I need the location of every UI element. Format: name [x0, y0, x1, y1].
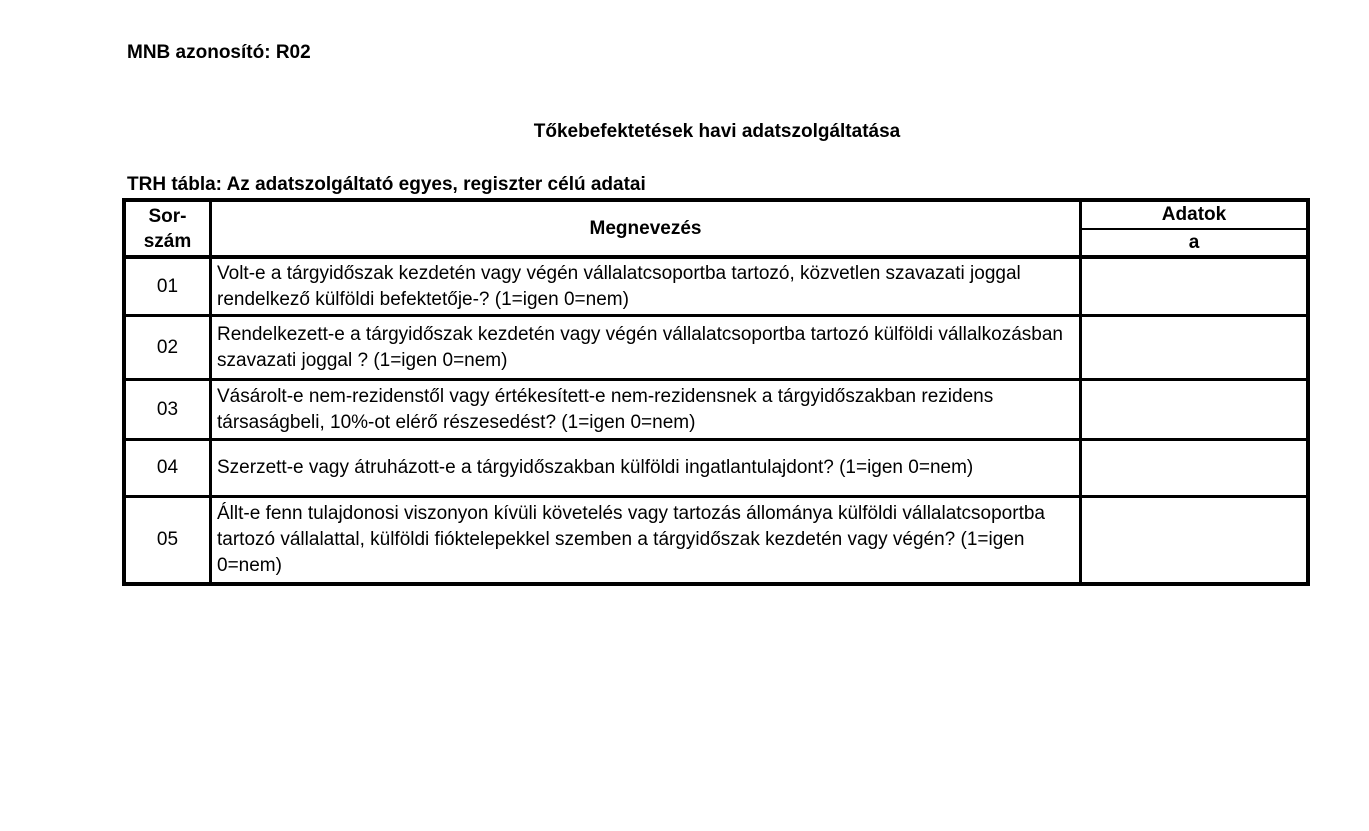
row-number: 03: [156, 398, 179, 420]
data-value-cell[interactable]: [1082, 381, 1306, 438]
row-number: 01: [156, 275, 179, 297]
row-description: Állt-e fenn tulajdonosi viszonyon kívüli követelés vagy tartozás állománya külföldi vállalatcsoportba tartozó vállalattal, külföldi fióktelepekkel szemben a tárgyidőszak kezdetén vagy végén? (1=igen 0=nem): [217, 503, 1045, 576]
data-value-cell[interactable]: [1082, 498, 1306, 582]
row-description: Vásárolt-e nem-rezidenstől vagy értékesített-e nem-rezidensnek a tárgyidőszakban rezidens társaságbeli, 10%-ot elérő részesedést? (1=igen 0=nem): [217, 385, 994, 433]
column-header-sorszam: Sor- szám: [143, 205, 192, 252]
column-header-adatok: Adatok: [1161, 204, 1227, 225]
data-value-cell[interactable]: [1082, 259, 1306, 314]
row-description: Volt-e a tárgyidőszak kezdetén vagy végén vállalatcsoportba tartozó, közvetlen szavazati joggal rendelkező külföldi befektetője-? (1=igen 0=nem): [217, 262, 1021, 310]
document-title: Tőkebefektetések havi adatszolgáltatása: [533, 121, 901, 142]
row-number: 04: [156, 457, 179, 478]
row-number: 05: [156, 529, 179, 550]
data-value-cell[interactable]: [1082, 441, 1306, 495]
row-description: Rendelkezett-e a tárgyidőszak kezdetén vagy végén vállalatcsoportba tartozó külföldi vállalkozásban szavazati joggal ? (1=igen 0=nem): [217, 323, 1063, 371]
mnb-identifier: MNB azonosító: R02: [127, 42, 311, 63]
column-header-adatok-sub: a: [1188, 231, 1200, 253]
data-value-cell[interactable]: [1082, 317, 1306, 378]
data-table: [122, 198, 1310, 586]
row-number: 02: [156, 336, 179, 358]
row-description: Szerzett-e vagy átruházott-e a tárgyidőszakban külföldi ingatlantulajdont? (1=igen 0=nem): [217, 457, 974, 478]
column-header-megnevezes: Megnevezés: [589, 217, 702, 239]
table-caption: TRH tábla: Az adatszolgáltató egyes, regiszter célú adatai: [127, 174, 646, 195]
